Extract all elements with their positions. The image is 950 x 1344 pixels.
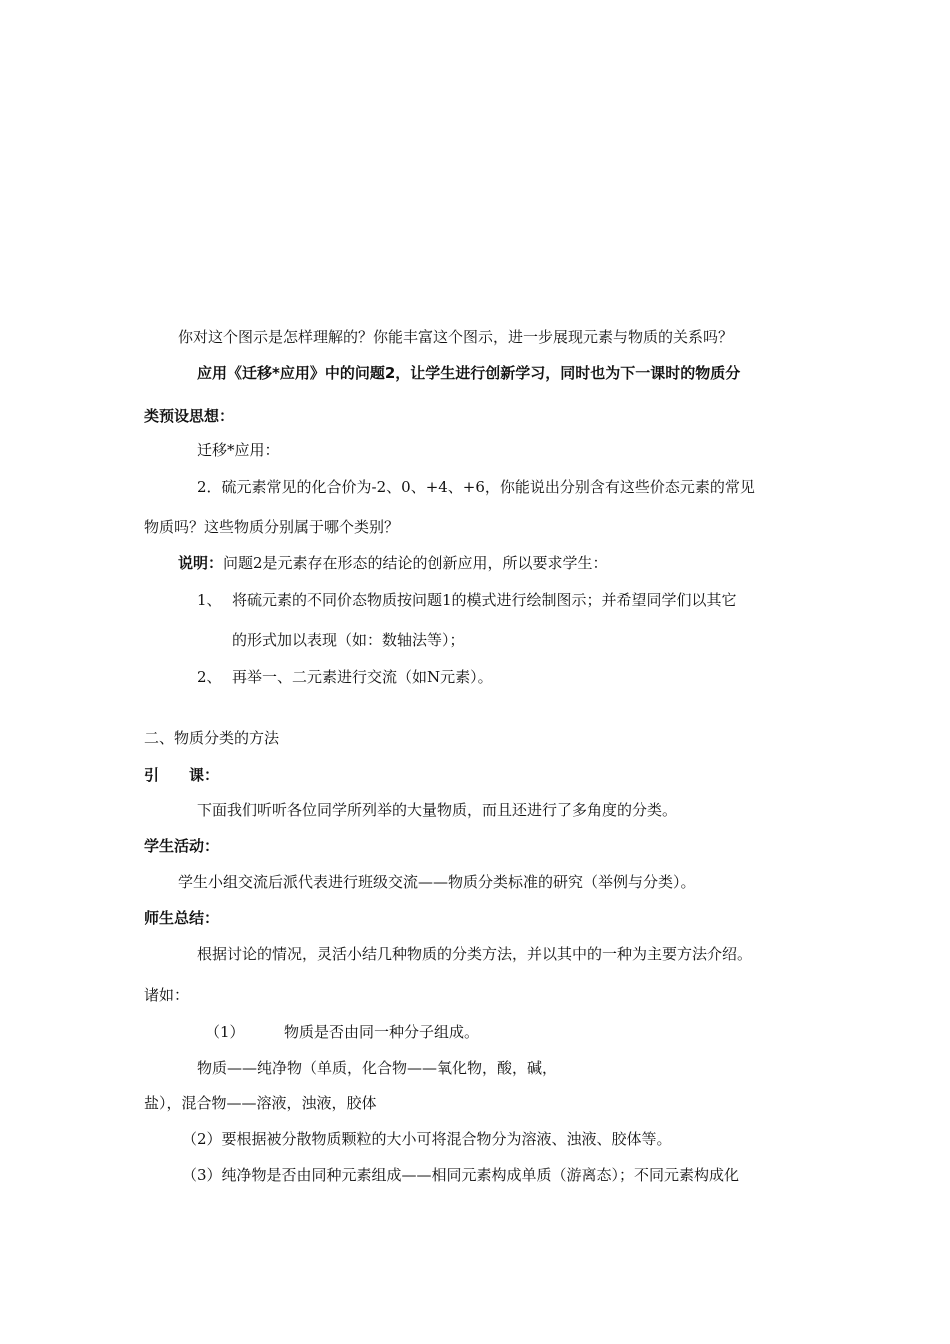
note-item-1-line1: 将硫元素的不同价态物质按问题1的模式进行绘制图示；并希望同学们以其它 [232, 591, 737, 609]
classification-item-3: （3）纯净物是否由同种元素组成——相同元素构成单质（游离态）；不同元素构成化 [182, 1166, 740, 1184]
list-number: （1） [205, 1023, 245, 1041]
classification-item-2: （2）要根据被分散物质颗粒的大小可将混合物分为溶液、浊液、胶体等。 [182, 1130, 672, 1148]
note-paragraph [178, 553, 608, 573]
note-item-2-line1: 再举一、二元素进行交流（如N元素）。 [232, 668, 493, 686]
intro-label: 引 课： [144, 766, 220, 784]
problem2-line1: 2．硫元素常见的化合价为-2、0、+4、+6，你能说出分别含有这些价态元素的常见 [197, 478, 755, 496]
activity-text: 学生小组交流后派代表进行班级交流——物质分类标准的研究（举例与分类）。 [178, 873, 696, 891]
note-item-1-line2: 的形式加以表现（如：数轴法等）； [232, 631, 465, 649]
intro-text: 下面我们听听各位同学所列举的大量物质，而且还进行了多角度的分类。 [197, 801, 678, 819]
list-number: 2、 [197, 668, 222, 686]
list-number: 1、 [197, 591, 222, 609]
summary-line2: 诸如： [144, 986, 190, 1004]
item1-detail-line1: 物质——纯净物（单质，化合物——氧化物，酸，碱， [197, 1059, 558, 1077]
summary-line1: 根据讨论的情况，灵活小结几种物质的分类方法，并以其中的一种为主要方法介绍。 [197, 945, 753, 963]
paragraph-apply-line2: 类预设思想： [144, 407, 235, 425]
paragraph-question: 你对这个图示是怎样理解的？你能丰富这个图示，进一步展现元素与物质的关系吗？ [178, 328, 734, 346]
paragraph-apply-line1: 应用《迁移*应用》中的问题2，让学生进行创新学习，同时也为下一课时的物质分 [197, 364, 741, 382]
summary-label: 师生总结： [144, 909, 220, 927]
note-text: 问题2是元素存在形态的结论的创新应用，所以要求学生： [223, 554, 608, 572]
activity-label: 学生活动： [144, 837, 220, 855]
transfer-heading: 迁移*应用： [197, 441, 280, 459]
note-label: 说明： [178, 554, 224, 572]
item1-detail-line2: 盐），混合物——溶液，浊液，胶体 [144, 1094, 377, 1112]
problem2-line2: 物质吗？这些物质分别属于哪个类别？ [144, 518, 400, 536]
item1-text: 物质是否由同一种分子组成。 [284, 1023, 480, 1041]
section-heading: 二、物质分类的方法 [144, 729, 280, 747]
